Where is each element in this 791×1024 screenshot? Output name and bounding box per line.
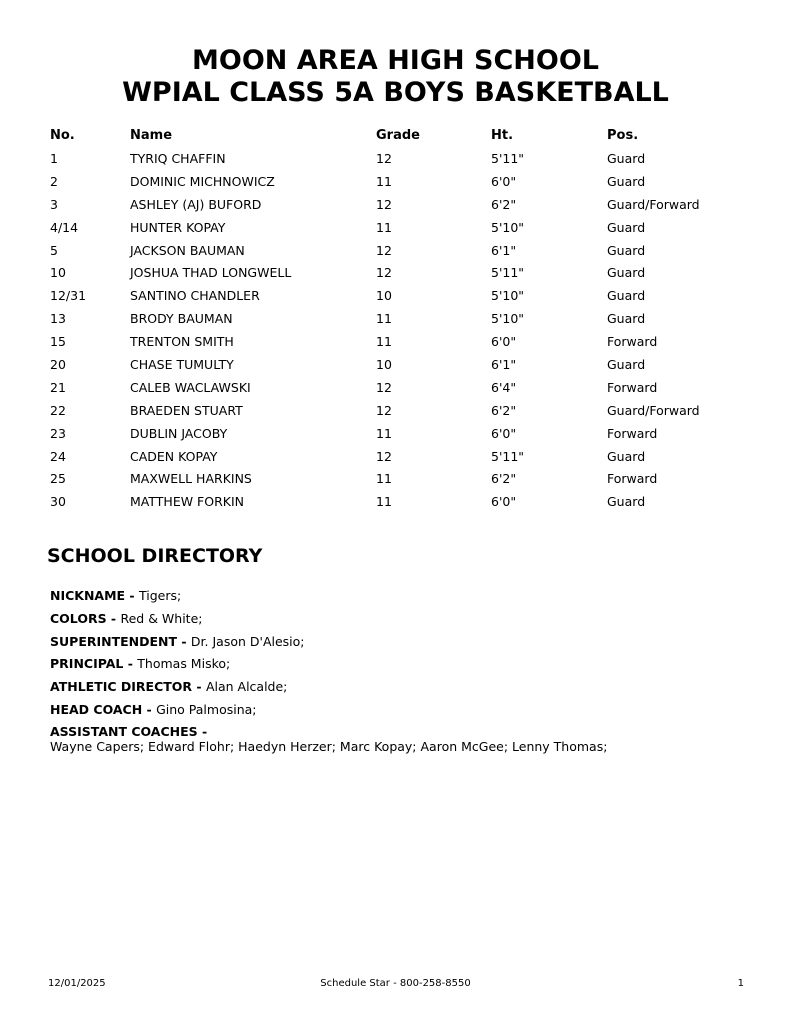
header-grade: Grade [376, 128, 420, 143]
school-directory [50, 587, 750, 754]
cell-position: Forward [607, 379, 658, 395]
roster-table [0, 150, 791, 516]
cell-name: TYRIQ CHAFFIN [130, 151, 226, 166]
cell-name: MAXWELL HARKINS [130, 471, 252, 487]
cell-no: 25 [50, 471, 66, 487]
cell-grade: 10 [376, 288, 392, 304]
table-row [0, 287, 791, 310]
cell-name: BRAEDEN STUART [130, 402, 243, 418]
cell-no: 23 [50, 425, 66, 441]
cell-no: 10 [50, 265, 66, 281]
directory-colors [50, 610, 750, 633]
cell-no: 4/14 [50, 219, 79, 235]
assistant-coaches-label: ASSISTANT COACHES - [50, 723, 208, 739]
cell-name: SANTINO CHANDLER [130, 288, 260, 304]
cell-height: 6'2" [491, 402, 517, 418]
footer-date: 12/01/2025 [48, 978, 106, 989]
cell-grade: 11 [376, 173, 392, 189]
cell-name: CADEN KOPAY [130, 448, 218, 464]
table-row [0, 310, 791, 333]
table-row [0, 470, 791, 493]
header-name: Name [130, 128, 173, 143]
colors-label: COLORS - [50, 610, 121, 626]
table-row [0, 402, 791, 425]
cell-position: Guard [607, 311, 646, 327]
header-position: Pos. [607, 128, 639, 143]
cell-position: Guard [607, 173, 646, 189]
head-coach-value: Gino Palmosina; [156, 701, 257, 717]
cell-position: Forward [607, 425, 658, 441]
page-title-school: MOON AREA HIGH SCHOOL [192, 45, 599, 76]
cell-grade: 11 [376, 471, 392, 487]
cell-no: 5 [50, 242, 58, 258]
cell-height: 6'2" [491, 471, 517, 487]
cell-height: 6'0" [491, 425, 517, 441]
cell-name: CHASE TUMULTY [130, 357, 234, 373]
colors-value: Red & White; [120, 610, 203, 626]
cell-height: 6'0" [491, 494, 517, 510]
table-row [0, 173, 791, 196]
cell-name: TRENTON SMITH [130, 334, 234, 350]
table-row [0, 219, 791, 242]
cell-grade: 12 [376, 151, 392, 166]
table-row [0, 379, 791, 402]
cell-position: Forward [607, 471, 658, 487]
cell-no: 15 [50, 334, 66, 350]
directory-principal [50, 655, 750, 678]
table-row [0, 448, 791, 471]
cell-grade: 11 [376, 311, 392, 327]
principal-label: PRINCIPAL - [50, 656, 138, 672]
cell-grade: 11 [376, 494, 392, 510]
cell-no: 20 [50, 357, 66, 373]
cell-height: 6'1" [491, 242, 517, 258]
superintendent-value: Dr. Jason D'Alesio; [190, 633, 305, 649]
cell-height: 6'1" [491, 357, 517, 373]
cell-grade: 10 [376, 357, 392, 373]
roster-header-row [0, 128, 791, 146]
cell-position: Guard [607, 242, 646, 258]
cell-name: CALEB WACLAWSKI [130, 379, 251, 395]
assistant-coaches-value: Wayne Capers; Edward Flohr; Haedyn Herzer; Marc Kopay; Aaron McGee; Lenny Thomas; [50, 738, 608, 754]
cell-grade: 12 [376, 196, 392, 212]
cell-position: Guard [607, 357, 646, 373]
directory-assistant-coaches [50, 724, 750, 754]
table-row [0, 264, 791, 287]
page-footer [0, 977, 791, 991]
cell-no: 22 [50, 402, 66, 418]
cell-name: JOSHUA THAD LONGWELL [130, 265, 292, 281]
cell-name: MATTHEW FORKIN [130, 494, 244, 510]
cell-position: Guard [607, 448, 646, 464]
cell-height: 6'2" [491, 196, 517, 212]
header-no: No. [50, 128, 75, 143]
table-row [0, 425, 791, 448]
cell-no: 24 [50, 448, 66, 464]
cell-position: Guard [607, 151, 646, 166]
cell-height: 5'11" [491, 448, 525, 464]
cell-no: 12/31 [50, 288, 87, 304]
athletic-director-value: Alan Alcalde; [205, 679, 288, 695]
cell-grade: 11 [376, 334, 392, 350]
cell-grade: 12 [376, 402, 392, 418]
cell-name: DUBLIN JACOBY [130, 425, 228, 441]
cell-height: 5'10" [491, 219, 525, 235]
table-row [0, 493, 791, 516]
cell-name: ASHLEY (AJ) BUFORD [130, 196, 262, 212]
directory-athletic-director [50, 678, 750, 701]
cell-height: 6'4" [491, 379, 517, 395]
cell-position: Guard [607, 265, 646, 281]
header-height: Ht. [491, 128, 514, 143]
footer-page-number: 1 [737, 978, 744, 989]
cell-name: DOMINIC MICHNOWICZ [130, 173, 275, 189]
cell-height: 6'0" [491, 334, 517, 350]
cell-position: Guard [607, 219, 646, 235]
cell-height: 5'10" [491, 311, 525, 327]
cell-name: BRODY BAUMAN [130, 311, 233, 327]
athletic-director-label: ATHLETIC DIRECTOR - [50, 679, 206, 695]
cell-name: HUNTER KOPAY [130, 219, 226, 235]
table-row [0, 333, 791, 356]
nickname-value: Tigers; [138, 588, 182, 603]
cell-no: 21 [50, 379, 66, 395]
table-row [0, 150, 791, 173]
cell-position: Guard/Forward [607, 196, 700, 212]
cell-no: 2 [50, 173, 58, 189]
superintendent-label: SUPERINTENDENT - [50, 633, 191, 649]
cell-position: Guard [607, 494, 646, 510]
cell-no: 1 [50, 151, 58, 166]
cell-no: 30 [50, 494, 66, 510]
cell-grade: 12 [376, 448, 392, 464]
cell-position: Forward [607, 334, 658, 350]
nickname-label: NICKNAME - [50, 588, 139, 603]
footer-publisher: Schedule Star - 800-258-8550 [320, 978, 471, 989]
cell-no: 3 [50, 196, 58, 212]
page-title-team: WPIAL CLASS 5A BOYS BASKETBALL [122, 77, 669, 108]
cell-position: Guard [607, 288, 646, 304]
directory-superintendent [50, 633, 750, 656]
table-row [0, 242, 791, 265]
cell-grade: 12 [376, 265, 392, 281]
directory-head-coach [50, 701, 750, 724]
cell-height: 5'10" [491, 288, 525, 304]
cell-height: 5'11" [491, 151, 525, 166]
cell-name: JACKSON BAUMAN [130, 242, 245, 258]
cell-grade: 11 [376, 219, 392, 235]
cell-grade: 12 [376, 242, 392, 258]
principal-value: Thomas Misko; [137, 656, 231, 672]
cell-grade: 12 [376, 379, 392, 395]
table-row [0, 196, 791, 219]
cell-height: 6'0" [491, 173, 517, 189]
head-coach-label: HEAD COACH - [50, 701, 157, 717]
directory-nickname [50, 587, 750, 610]
cell-no: 13 [50, 311, 66, 327]
cell-position: Guard/Forward [607, 402, 700, 418]
cell-height: 5'11" [491, 265, 525, 281]
table-row [0, 356, 791, 379]
directory-title: SCHOOL DIRECTORY [47, 545, 263, 567]
cell-grade: 11 [376, 425, 392, 441]
